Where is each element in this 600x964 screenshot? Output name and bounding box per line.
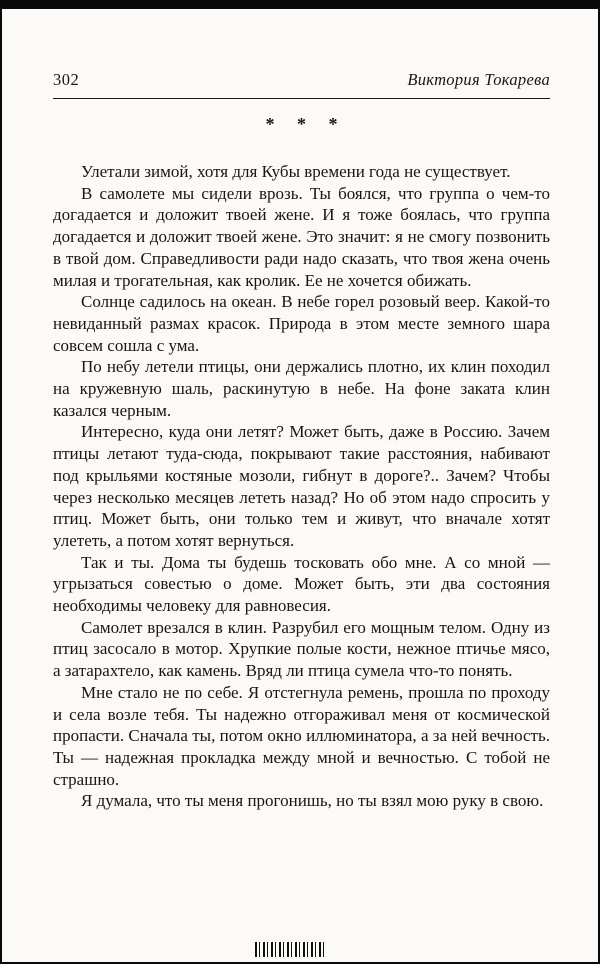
section-separator-asterisks: * * *	[265, 114, 347, 134]
barcode	[255, 942, 325, 957]
paragraph-7: Самолет врезался в клин. Разрубил его мощным телом. Одну из птиц засосало в мотор. Хрупкие полые кости, нежное птичье мясо, а затарахтело, как камень. Вряд ли птица сумела что-то понять.	[53, 617, 550, 681]
paragraph-1: Улетали зимой, хотя для Кубы времени года не существует.	[81, 162, 511, 181]
paragraph-4: По небу летели птицы, они держались плотно, их клин походил на кружевную шаль, раскинутую в небе. На фоне заката клин казался черным.	[53, 357, 550, 420]
body-text	[53, 161, 550, 812]
paragraph-3: Солнце садилось на океан. В небе горел розовый веер. Какой-то невиданный размах красок. Природа в этом месте земного шара совсем сошла с ума.	[53, 292, 550, 355]
paragraph-2: В самолете мы сидели врозь. Ты боялся, что группа о чем-то догадается и доложит твоей жене. И я тоже боялась, что группа догадается и доложит твоей жене. Это значит: я не смогу позвонить в твой дом. Справедливости ради надо сказать, что твоя жена очень милая и трогательная, как кролик. Ее не хочется обижать.	[53, 183, 550, 290]
paragraph-8: Мне стало не по себе. Я отстегнула ремень, прошла по проходу и села возле тебя. Ты надежно отгораживал меня от космической пропасти. Сначала ты, потом окно иллюминатора, а за ней вечность. Ты — надежная прокладка между мной и вечностью. С тобой не страшно.	[53, 682, 550, 789]
running-head	[53, 70, 550, 99]
running-title-author: Виктория Токарева	[407, 70, 550, 89]
paragraph-5: Интересно, куда они летят? Может быть, даже в Россию. Зачем птицы летают туда-сюда, покрывают такие расстояния, набивают под крыльями костяные мозоли, гибнут в дороге?.. Зачем? Чтобы через несколько месяцев лететь назад? Но об этом надо спросить у птиц. Может быть, они только тем и живут, что вначале хотят улететь, а потом хотят вернуться.	[53, 422, 550, 550]
paragraph-6: Так и ты. Дома ты будешь тосковать обо мне. А со мной — угрызаться совестью о доме. Может быть, эти два состояния необходимы человеку для равновесия.	[53, 552, 550, 616]
paragraph-9: Я думала, что ты меня прогонишь, но ты взял мою руку в свою.	[81, 791, 544, 811]
page-number: 302	[53, 70, 80, 89]
